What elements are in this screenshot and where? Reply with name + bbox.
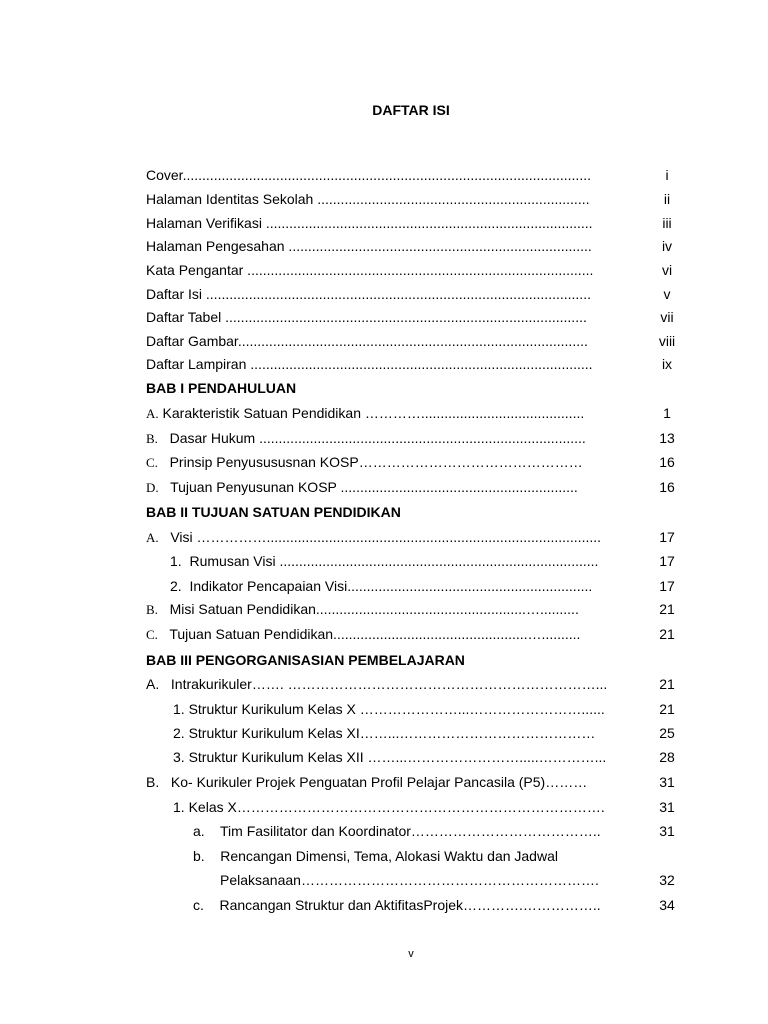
toc-entry-label: Karakteristik Satuan Pendidikan ………….......................................... xyxy=(162,405,585,421)
toc-entry-text xyxy=(170,551,598,571)
toc-entry-text xyxy=(146,599,579,620)
toc-entry xyxy=(146,260,687,280)
toc-entry-label: Misi Satuan Pendidikan......................................................….......... xyxy=(169,601,579,617)
toc-page-number: v xyxy=(663,286,671,302)
toc-entry-text xyxy=(173,723,595,743)
toc-entry-label: Tim Fasilitator dan Koordinator………………………………….. xyxy=(220,823,601,839)
toc-entry-label: Rancangan Struktur dan AktifitasProjek………….…………….. xyxy=(219,897,601,913)
toc-page-number: 17 xyxy=(659,529,675,545)
toc-page-number: 28 xyxy=(659,749,675,765)
toc-entry xyxy=(146,797,687,817)
toc-entry xyxy=(146,428,687,448)
toc-page-number: iii xyxy=(662,215,672,231)
toc-entry-text xyxy=(193,895,601,915)
toc-page-number: vii xyxy=(660,309,674,325)
toc-entry-text xyxy=(146,452,583,473)
toc-page-number: 25 xyxy=(659,725,675,741)
toc-page-number: 32 xyxy=(659,872,675,888)
toc-entry xyxy=(146,189,687,209)
chapter-heading xyxy=(146,650,687,670)
toc-marker: 2. xyxy=(173,725,185,741)
chapter-heading-text: BAB III PENGORGANISASIAN PEMBELAJARAN xyxy=(146,652,465,668)
toc-entry-text: Pelaksanaan………………………………………………………. xyxy=(220,872,599,888)
toc-page-number: ix xyxy=(661,356,673,372)
toc-page-number: 31 xyxy=(659,799,675,815)
toc-marker: 2. xyxy=(170,578,182,594)
toc-entry xyxy=(146,477,687,497)
toc-page-number: 31 xyxy=(659,823,675,839)
toc-page-number: 1 xyxy=(663,405,671,421)
toc-entry xyxy=(146,576,687,596)
toc-marker: C. xyxy=(146,627,158,642)
toc-entry xyxy=(146,772,687,792)
toc-entry-label: Prinsip Penyusususnan KOSP………………………………………… xyxy=(169,454,583,470)
toc-entry-text xyxy=(193,846,558,866)
toc-entry-text xyxy=(146,403,584,424)
toc-entry xyxy=(146,674,687,694)
toc-page-number: 16 xyxy=(659,479,675,495)
toc-entry-label: Struktur Kurikulum Kelas X …………………...……………………...... xyxy=(188,701,605,717)
toc-entry-text xyxy=(146,624,580,645)
page-title: DAFTAR ISI xyxy=(372,102,450,118)
toc-page-number: 21 xyxy=(659,601,675,617)
toc-entry xyxy=(146,747,687,767)
toc-entry xyxy=(146,846,687,866)
toc-entry-text xyxy=(173,747,606,767)
page-footer-number: v xyxy=(408,948,414,960)
toc-page-number: 31 xyxy=(659,774,675,790)
toc-entry-text: Daftar Lampiran ........................................................................................ xyxy=(146,356,593,372)
toc-entry-text: Cover......................................................................................................... xyxy=(146,167,591,183)
toc-entry xyxy=(146,452,687,472)
toc-entry-text: Daftar Isi ................................................................................................... xyxy=(146,286,591,302)
toc-page-number: 16 xyxy=(659,454,675,470)
toc-marker: 3. xyxy=(173,749,185,765)
toc-entry-cover xyxy=(146,165,687,185)
toc-entry xyxy=(146,821,687,841)
toc-entry-text xyxy=(146,772,587,792)
chapter-heading xyxy=(146,378,687,398)
toc-entry xyxy=(146,213,687,233)
toc-page-number: 21 xyxy=(659,676,675,692)
toc-entry xyxy=(146,284,687,304)
toc-entry-label: Indikator Pencapaian Visi............................................................... xyxy=(189,578,593,594)
toc-page-number: 21 xyxy=(659,626,675,642)
toc-entry-label: Kelas X……………………………………………………………………. xyxy=(188,799,605,815)
toc-entry-label: Visi ……………...................................................................................... xyxy=(170,529,602,545)
toc-entry-text xyxy=(146,527,601,548)
toc-entry-text xyxy=(146,428,586,449)
toc-marker: 1. xyxy=(170,553,182,569)
toc-entry-text: Halaman Identitas Sekolah ...................................................................... xyxy=(146,191,590,207)
toc-page-number: 17 xyxy=(659,553,675,569)
toc-entry-continuation xyxy=(146,870,687,890)
toc-entry-label: Dasar Hukum .................................................................................... xyxy=(169,430,586,446)
chapter-heading-text: BAB II TUJUAN SATUAN PENDIDIKAN xyxy=(146,504,401,520)
toc-marker: B. xyxy=(146,431,158,446)
toc-entry-text: Daftar Tabel ............................................................................................. xyxy=(146,309,587,325)
toc-page-number: 13 xyxy=(659,430,675,446)
toc-marker: c. xyxy=(193,897,204,913)
toc-page-number: 21 xyxy=(659,701,675,717)
chapter-heading xyxy=(146,502,687,522)
toc-entry xyxy=(146,354,687,374)
toc-entry-text xyxy=(146,674,607,694)
toc-entry xyxy=(146,895,687,915)
toc-marker: 1. xyxy=(173,799,185,815)
toc-marker: B. xyxy=(146,774,160,790)
toc-entry xyxy=(146,236,687,256)
toc-entry-label: Struktur Kurikulum Kelas XI……...…………………………………… xyxy=(188,725,596,741)
toc-entry xyxy=(146,403,687,423)
toc-entry xyxy=(146,331,687,351)
toc-entry-text: Halaman Pengesahan .............................................................................. xyxy=(146,238,592,254)
toc-entry xyxy=(146,599,687,619)
toc-entry-label: Intrakurikuler……. …………………………………………………………... xyxy=(170,676,608,692)
toc-marker: b. xyxy=(193,848,205,864)
toc-entry-text: Daftar Gambar.......................................................................................... xyxy=(146,333,588,349)
toc-entry-label: Struktur Kurikulum Kelas XII ……...…………………….....…………... xyxy=(188,749,607,765)
toc-marker: a. xyxy=(193,823,205,839)
toc-page-number: i xyxy=(665,167,669,183)
toc-page-number: 17 xyxy=(659,578,675,594)
toc-entry xyxy=(146,527,687,547)
toc-entry-label: Rumusan Visi .................................................................................. xyxy=(189,553,599,569)
toc-marker: A. xyxy=(146,676,160,692)
toc-page-number: vi xyxy=(661,262,673,278)
toc-page-number: ii xyxy=(663,191,671,207)
toc-entry-text xyxy=(170,576,592,596)
toc-entry xyxy=(146,551,687,571)
toc-entry-text: Halaman Verifikasi .................................................................................... xyxy=(146,215,593,231)
toc-entry-text xyxy=(146,477,578,498)
toc-marker: D. xyxy=(146,480,159,495)
chapter-heading-text: BAB I PENDAHULUAN xyxy=(146,380,297,396)
toc-entry xyxy=(146,307,687,327)
toc-entry xyxy=(146,699,687,719)
toc-page-number: 34 xyxy=(659,897,675,913)
toc-entry-label: Rencangan Dimensi, Tema, Alokasi Waktu dan Jadwal xyxy=(220,848,558,864)
toc-marker: A. xyxy=(146,406,159,421)
toc-entry-text xyxy=(173,797,605,817)
toc-marker: 1. xyxy=(173,701,185,717)
toc-marker: A. xyxy=(146,530,159,545)
toc-entry xyxy=(146,723,687,743)
toc-marker: B. xyxy=(146,602,158,617)
toc-marker: C. xyxy=(146,455,158,470)
toc-entry-label: Tujuan Satuan Pendidikan..................................................….......... xyxy=(169,626,581,642)
toc-entry xyxy=(146,624,687,644)
toc-page-number: viii xyxy=(658,333,676,349)
toc-entry-text: Kata Pengantar ......................................................................................... xyxy=(146,262,594,278)
toc-entry-text xyxy=(193,821,601,841)
toc-entry-text xyxy=(173,699,605,719)
toc-entry-label: Tujuan Penyusunan KOSP ............................................................. xyxy=(170,479,578,495)
toc-entry-label: Ko- Kurikuler Projek Penguatan Profil Pelajar Pancasila (P5)……… xyxy=(170,774,588,790)
toc-page-number: iv xyxy=(661,238,673,254)
